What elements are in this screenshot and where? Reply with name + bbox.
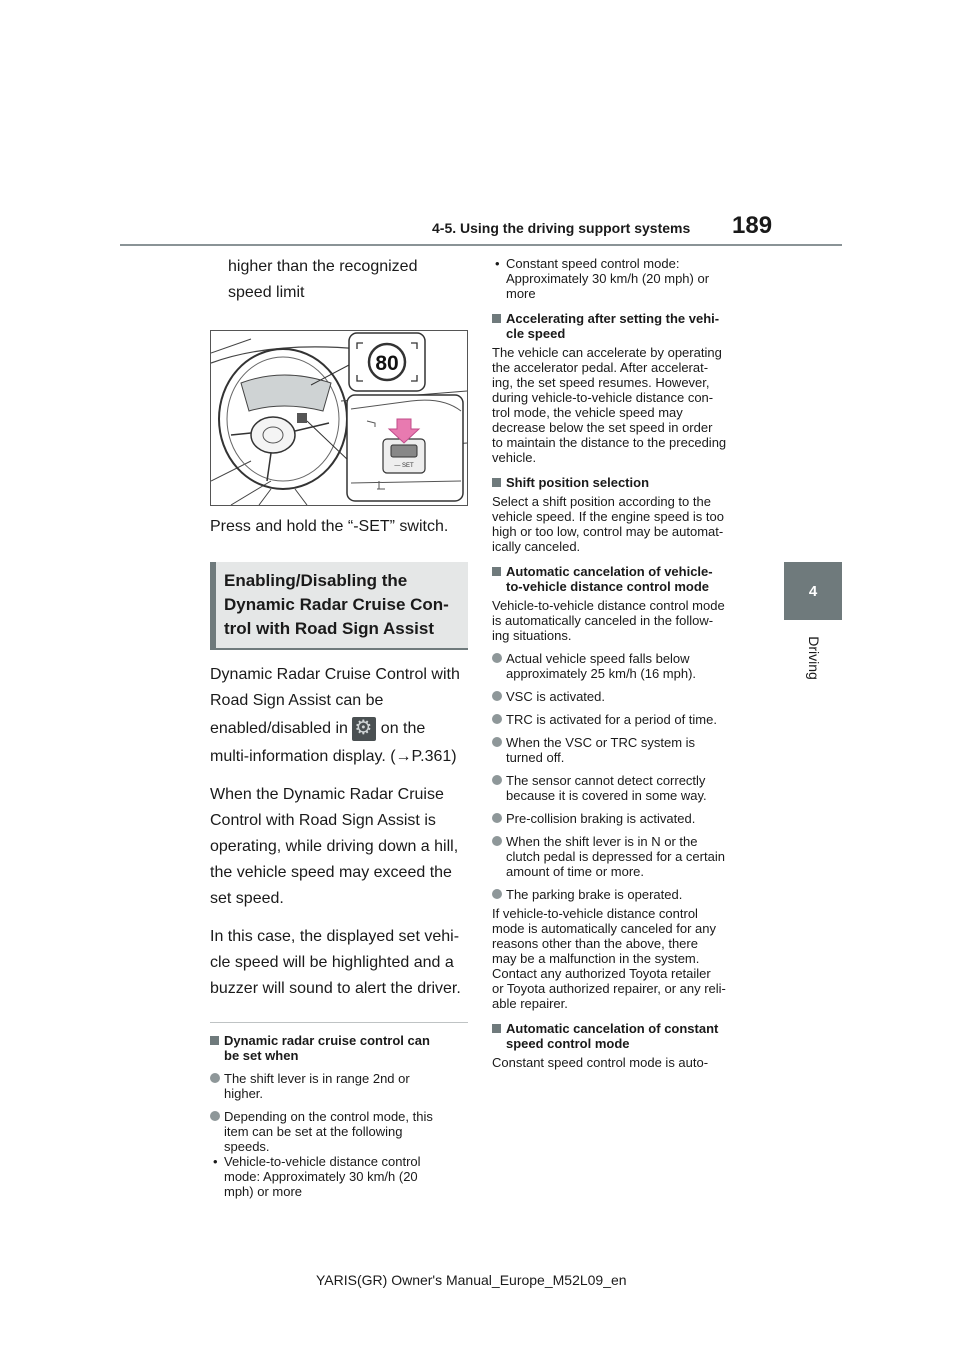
accelerating-text: The vehicle can accelerate by operating the accelerator pedal. After accelerat- ing, the set speed resumes. However, during vehicle-to-vehicle distance con- trol mode, the vehicle speed may decrease below the set speed in order to maintain the distance to the preceding vehicle. <box>492 345 727 465</box>
note-heading-set-when: Dynamic radar cruise control can be set when <box>210 1033 468 1063</box>
chapter-label <box>785 628 843 688</box>
shift-position-text: Select a shift position according to the vehicle speed. If the engine speed is too high or too low, control may be automat- ically canceled. <box>492 494 724 554</box>
heading-cancel-constant: Automatic cancelation of constant speed control mode <box>492 1021 754 1051</box>
page-number: 189 <box>732 212 773 239</box>
bullet-item: Pre-collision braking is activated. <box>492 811 754 826</box>
cancel-other-text: If vehicle-to-vehicle distance control mode is automatically canceled for any reasons other than the above, there may be a malfunction in the system. Contact any authorized Toyota retailer or Toyota authorized repairer, or any reli- able repairer. <box>492 906 726 1011</box>
chapter-label-text: Driving <box>805 636 822 680</box>
buzzer-paragraph <box>210 924 468 1002</box>
cancel-v2v-text: Vehicle-to-vehicle distance control mode is automatically canceled in the follow- ing situations. <box>492 598 725 643</box>
intro-line: speed limit <box>228 284 305 301</box>
heading-cancel-v2v: Automatic cancelation of vehicle- to-vehicle distance control mode <box>492 564 754 594</box>
bullet-item: The shift lever is in range 2nd or higher. <box>210 1071 468 1101</box>
notes-divider <box>210 1022 468 1023</box>
text-line: Road Sign Assist can be <box>210 692 384 709</box>
text-line: When the Dynamic Radar Cruise <box>210 786 444 803</box>
section-title-line: Dynamic Radar Cruise Con- <box>224 595 449 614</box>
text-line: operating, while driving down a hill, <box>210 838 459 855</box>
intro-line: higher than the recognized <box>228 258 418 275</box>
bullet-item: Depending on the control mode, this item can be set at the following speeds. <box>210 1109 468 1154</box>
sub-bullet-item: • Constant speed control mode: Approximately 30 km/h (20 mph) or more <box>492 256 754 301</box>
chapter-tab <box>784 562 842 620</box>
steering-wheel-illustration <box>210 330 468 506</box>
section-title-line: trol with Road Sign Assist <box>224 619 434 638</box>
text-line: Control with Road Sign Assist is <box>210 812 436 829</box>
right-column <box>492 256 754 1070</box>
illustration-svg <box>211 331 467 505</box>
header-rule <box>120 244 842 246</box>
section-heading-box <box>210 562 468 650</box>
speed-sign-value: 80 <box>375 352 399 375</box>
bullet-item: VSC is activated. <box>492 689 754 704</box>
heading-shift-position: Shift position selection <box>492 475 754 490</box>
running-header: 4-5. Using the driving support systems <box>432 220 691 236</box>
text-line: multi-information display. (→P.361) <box>210 748 457 765</box>
footer-manual-id: YARIS(GR) Owner's Manual_Europe_M52L09_en <box>316 1272 627 1288</box>
intro-text <box>210 254 468 306</box>
bullet-item: TRC is activated for a period of time. <box>492 712 754 727</box>
enable-disable-paragraph <box>210 662 468 770</box>
set-switch-label: — SET <box>394 463 414 469</box>
text-line: buzzer will sound to alert the driver. <box>210 980 461 997</box>
bullet-item: When the VSC or TRC system is turned off. <box>492 735 754 765</box>
constant-cancel-text: Constant speed control mode is auto- <box>492 1055 709 1070</box>
left-column <box>210 254 468 1199</box>
settings-gear-icon <box>352 717 376 741</box>
text-line: the vehicle speed may exceed the <box>210 864 452 881</box>
sub-bullet-item: • Vehicle-to-vehicle distance control mode: Approximately 30 km/h (20 mph) or more <box>210 1154 468 1199</box>
downhill-paragraph <box>210 782 468 912</box>
text-line: set speed. <box>210 890 284 907</box>
bullet-item: The sensor cannot detect correctly because it is covered in some way. <box>492 773 754 803</box>
press-instruction: Press and hold the “-SET” switch. <box>210 518 449 535</box>
bullet-item: The parking brake is operated. <box>492 887 754 902</box>
section-title-line: Enabling/Disabling the <box>224 571 408 590</box>
text-line: cle speed will be highlighted and a <box>210 954 454 971</box>
chapter-number: 4 <box>808 582 818 600</box>
text-line: In this case, the displayed set vehi- <box>210 928 460 945</box>
bullet-item: Actual vehicle speed falls below approximately 25 km/h (16 mph). <box>492 651 754 681</box>
heading-accelerating: Accelerating after setting the vehi- cle speed <box>492 311 754 341</box>
text-line: enabled/disabled in ⚙ on the <box>210 714 468 744</box>
text-line: Dynamic Radar Cruise Control with <box>210 666 460 683</box>
bullet-item: When the shift lever is in N or the clutch pedal is depressed for a certain amount of time or more. <box>492 834 754 879</box>
